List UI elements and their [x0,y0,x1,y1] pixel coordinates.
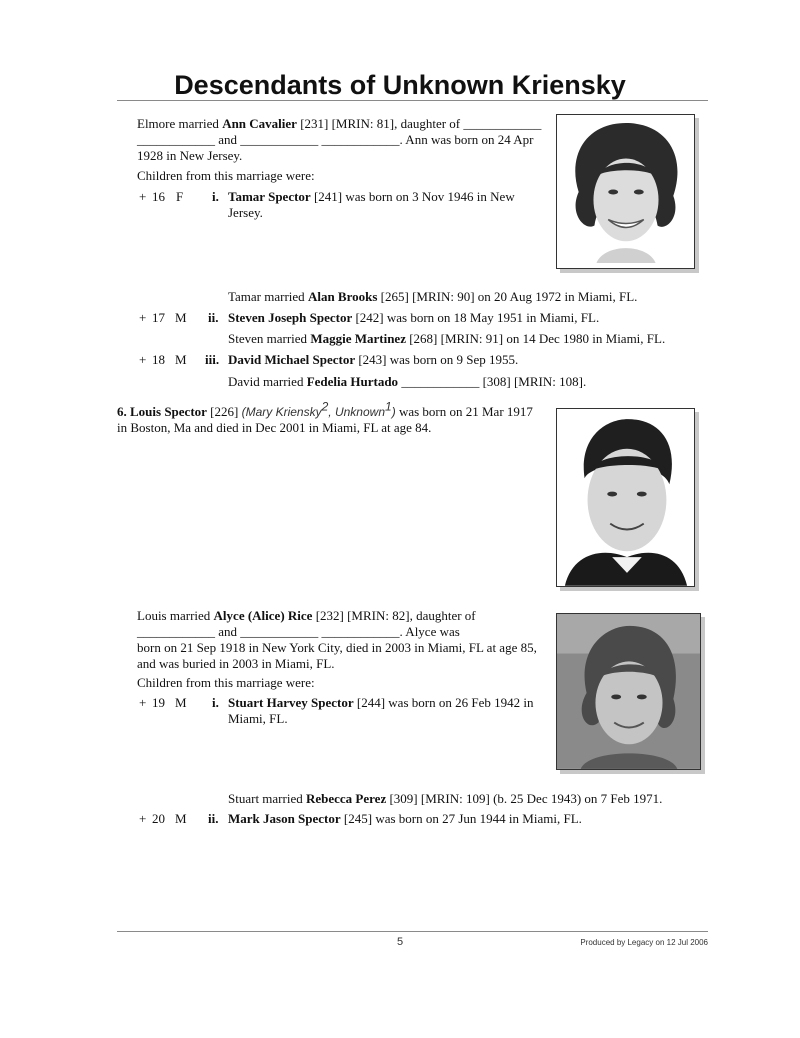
child-number: 20 [152,811,165,826]
child-entry: Steven Joseph Spector [242] was born on 18 May 1951 in Miami, FL. [228,310,600,325]
family2-line3: born on 21 Sep 1918 in New York City, died in 2003 in Miami, FL at age 85, [137,640,537,655]
child-roman: ii. [208,811,219,826]
family2-line4: and was buried in 2003 in Miami, FL. [137,656,335,671]
portrait-photo-louis [556,408,695,587]
family1-line2: ____________ and ____________ ____________. Ann was born on 24 Apr [137,132,534,147]
person6-line2: in Boston, Ma and died in Dec 2001 in Miami, FL at age 84. [117,420,432,435]
person6-line1: 6. Louis Spector [226] (Mary Kriensky$^2$, Unknown$^1$) was born on 21 Mar 1917 [117,399,533,419]
page-number: 5 [396,936,404,948]
child-entry: David Michael Spector [243] was born on 9 Sep 1955. [228,352,519,367]
child-roman: i. [212,695,219,710]
child-number: 19 [152,695,165,710]
family2-line1: Louis married Alyce (Alice) Rice [232] [MRIN: 82], daughter of [137,608,476,623]
child-marriage: Tamar married Alan Brooks [265] [MRIN: 90] on 20 Aug 1972 in Miami, FL. [228,289,638,304]
page-title: Descendants of Unknown Kriensky [174,70,626,100]
child-number: 16 [152,189,165,204]
child-plus: + [139,695,147,710]
family2-children-heading: Children from this marriage were: [137,675,315,690]
child-sex: M [175,811,187,826]
child-plus: + [139,352,147,367]
child-plus: + [139,310,147,325]
child-entry: Stuart Harvey Spector [244] was born on 26 Feb 1942 in [228,695,534,710]
child-roman: i. [212,189,219,204]
child-marriage: Stuart married Rebecca Perez [309] [MRIN: 109] (b. 25 Dec 1943) on 7 Feb 1971. [228,791,663,806]
child-marriage: Steven married Maggie Martinez [268] [MRIN: 91] on 14 Dec 1980 in Miami, FL. [228,331,666,346]
child-plus: + [139,811,147,826]
family1-line1: Elmore married Ann Cavalier [231] [MRIN: 81], daughter of ____________ [137,116,542,131]
portrait-photo-alyce [556,613,701,770]
title-rule [117,100,708,101]
child-sex: M [175,352,187,367]
child-entry: Tamar Spector [241] was born on 3 Nov 1946 in New [228,189,515,204]
child-plus: + [139,189,147,204]
child-entry-cont: Miami, FL. [228,711,288,726]
child-roman: ii. [208,310,219,325]
portrait-photo-ann [556,114,695,269]
family1-line3: 1928 in New Jersey. [137,148,243,163]
child-number: 17 [152,310,165,325]
child-roman: iii. [205,352,220,367]
child-entry: Mark Jason Spector [245] was born on 27 Jun 1944 in Miami, FL. [228,811,582,826]
child-number: 18 [152,352,165,367]
child-sex: M [175,695,187,710]
child-sex: M [175,310,187,325]
family2-line2: ____________ and ____________ ____________. Alyce was [137,624,460,639]
child-marriage: David married Fedelia Hurtado ____________ [308] [MRIN: 108]. [228,374,587,389]
produced-by: Produced by Legacy on 12 Jul 2006 [580,938,708,947]
footer-rule [117,931,708,932]
child-sex: F [176,189,184,204]
family1-children-heading: Children from this marriage were: [137,168,315,183]
child-entry-cont: Jersey. [228,205,263,220]
